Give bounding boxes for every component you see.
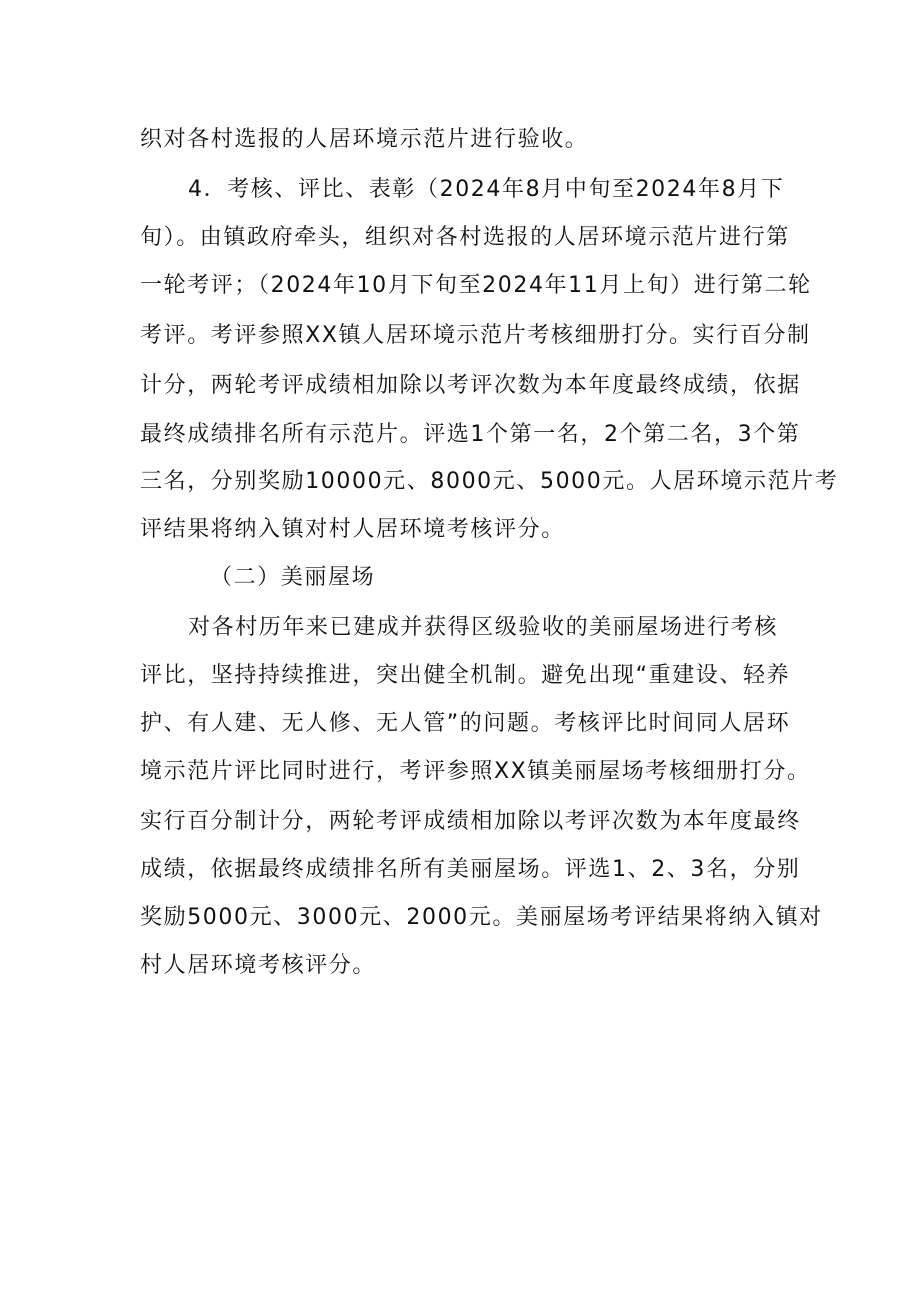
paragraph-line: 村人居环境考核评分。 [140, 953, 377, 978]
paragraph-line: 一轮考评；（2024年10月下旬至2024年11月上旬）进行第二轮 [140, 273, 812, 298]
paragraph-line: 实行百分制计分，两轮考评成绩相加除以考评次数为本年度最终 [140, 809, 801, 834]
paragraph-line: 最终成绩排名所有示范片。评选1个第一名，2个第二名，3个第 [140, 422, 801, 447]
paragraph-line: 织对各村选报的人居环境示范片进行验收。 [140, 127, 589, 152]
paragraph-line: 对各村历年来已建成并获得区级验收的美丽屋场进行考核 [188, 615, 779, 640]
paragraph-line: 考评。考评参照XX镇人居环境示范片考核细册打分。实行百分制 [140, 323, 811, 348]
paragraph-line: 评比，坚持持续推进，突出健全机制。避免出现“重建设、轻养 [140, 663, 791, 688]
paragraph-line: 旬）。由镇政府牵头，组织对各村选报的人居环境示范片进行第 [140, 225, 790, 250]
paragraph-line: 计分，两轮考评成绩相加除以考评次数为本年度最终成绩，依据 [140, 373, 801, 398]
paragraph-line: 三名，分别奖励10000元、8000元、5000元。人居环境示范片考 [140, 469, 839, 494]
paragraph-line: 奖励5000元、3000元、2000元。美丽屋场考评结果将纳入镇对 [140, 905, 823, 930]
paragraph-line: 护、有人建、无人修、无人管”的问题。考核评比时间同人居环 [140, 711, 791, 736]
paragraph-line: 成绩，依据最终成绩排名所有美丽屋场。评选1、2、3名，分别 [140, 857, 801, 882]
paragraph-line: 4．考核、评比、表彰（2024年8月中旬至2024年8月下 [188, 177, 785, 202]
section-heading: （二）美丽屋场 [210, 565, 376, 590]
paragraph-line: 评结果将纳入镇对村人居环境考核评分。 [140, 517, 565, 542]
paragraph-line: 境示范片评比同时进行，考评参照XX镇美丽屋场考核细册打分。 [140, 759, 811, 784]
